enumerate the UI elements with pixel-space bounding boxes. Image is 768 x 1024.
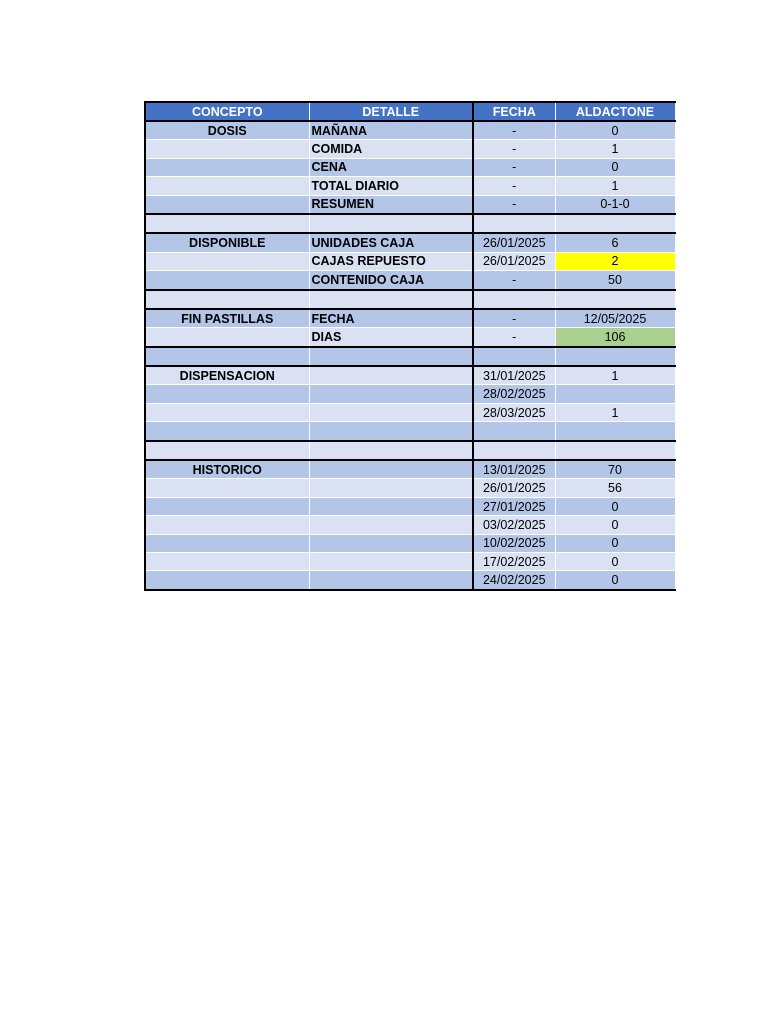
cell-fecha[interactable]: -: [473, 271, 555, 290]
cell-concepto[interactable]: [145, 140, 309, 158]
table-row: [145, 177, 675, 195]
cell-detalle[interactable]: DIAS: [309, 328, 473, 347]
cell-detalle[interactable]: UNIDADES CAJA: [309, 233, 473, 252]
cell-concepto[interactable]: [145, 177, 309, 195]
header-detalle: DETALLE: [309, 102, 473, 121]
cell-concepto[interactable]: DISPONIBLE: [145, 233, 309, 252]
cell-concepto[interactable]: HISTORICO: [145, 460, 309, 479]
table-row: [145, 479, 675, 497]
table-row: [145, 422, 675, 441]
cell-detalle[interactable]: FECHA: [309, 309, 473, 328]
cell-detalle[interactable]: [309, 497, 473, 515]
cell-concepto[interactable]: DOSIS: [145, 121, 309, 140]
cell-fecha[interactable]: 26/01/2025: [473, 479, 555, 497]
cell-detalle[interactable]: [309, 403, 473, 421]
cell-detalle[interactable]: [309, 214, 473, 233]
cell-detalle[interactable]: [309, 441, 473, 460]
header-fecha: FECHA: [473, 102, 555, 121]
cell-fecha[interactable]: [473, 347, 555, 366]
cell-aldactone[interactable]: [555, 290, 675, 309]
table-row: [145, 403, 675, 421]
cell-aldactone[interactable]: [555, 422, 675, 441]
table-row: [145, 328, 675, 347]
table-row: [145, 385, 675, 403]
cell-detalle[interactable]: CONTENIDO CAJA: [309, 271, 473, 290]
cell-detalle[interactable]: MAÑANA: [309, 121, 473, 140]
cell-aldactone[interactable]: 0: [555, 497, 675, 515]
cell-aldactone[interactable]: 1: [555, 140, 675, 158]
cell-fecha[interactable]: -: [473, 121, 555, 140]
table-row: [145, 460, 675, 479]
cell-detalle[interactable]: [309, 479, 473, 497]
cell-aldactone[interactable]: 0: [555, 516, 675, 534]
cell-detalle[interactable]: RESUMEN: [309, 195, 473, 214]
medication-table: [144, 101, 676, 591]
cell-fecha[interactable]: 24/02/2025: [473, 571, 555, 590]
cell-detalle[interactable]: [309, 460, 473, 479]
cell-fecha[interactable]: 26/01/2025: [473, 252, 555, 270]
table-row: [145, 252, 675, 270]
cell-aldactone[interactable]: [555, 441, 675, 460]
cell-concepto[interactable]: [145, 516, 309, 534]
cell-aldactone[interactable]: 70: [555, 460, 675, 479]
header-row: [145, 102, 675, 121]
table-row: [145, 552, 675, 570]
table-row: [145, 290, 675, 309]
table-row: [145, 214, 675, 233]
cell-aldactone[interactable]: [555, 385, 675, 403]
cell-aldactone[interactable]: 50: [555, 271, 675, 290]
cell-fecha[interactable]: 10/02/2025: [473, 534, 555, 552]
table-row: [145, 195, 675, 214]
cell-detalle[interactable]: CAJAS REPUESTO: [309, 252, 473, 270]
cell-concepto[interactable]: [145, 385, 309, 403]
cell-concepto[interactable]: [145, 552, 309, 570]
table-row: [145, 233, 675, 252]
cell-detalle[interactable]: [309, 534, 473, 552]
cell-detalle[interactable]: TOTAL DIARIO: [309, 177, 473, 195]
cell-detalle[interactable]: [309, 290, 473, 309]
cell-aldactone[interactable]: [555, 347, 675, 366]
cell-detalle[interactable]: [309, 366, 473, 385]
table-row: [145, 158, 675, 176]
table-row: [145, 571, 675, 590]
cell-detalle[interactable]: [309, 552, 473, 570]
cell-concepto[interactable]: FIN PASTILLAS: [145, 309, 309, 328]
cell-concepto[interactable]: [145, 571, 309, 590]
cell-detalle[interactable]: CENA: [309, 158, 473, 176]
cell-fecha[interactable]: [473, 214, 555, 233]
cell-concepto[interactable]: [145, 479, 309, 497]
cell-fecha[interactable]: [473, 422, 555, 441]
cell-concepto[interactable]: [145, 441, 309, 460]
cell-fecha[interactable]: 31/01/2025: [473, 366, 555, 385]
cell-fecha[interactable]: 28/02/2025: [473, 385, 555, 403]
cell-aldactone[interactable]: 0-1-0: [555, 195, 675, 214]
cell-aldactone[interactable]: 0: [555, 552, 675, 570]
cell-fecha[interactable]: 27/01/2025: [473, 497, 555, 515]
table-body: [145, 121, 675, 590]
table-row: [145, 534, 675, 552]
header-aldactone: ALDACTONE: [555, 102, 675, 121]
cell-aldactone[interactable]: 6: [555, 233, 675, 252]
table-row: [145, 516, 675, 534]
cell-concepto[interactable]: [145, 328, 309, 347]
cell-fecha[interactable]: 13/01/2025: [473, 460, 555, 479]
cell-aldactone[interactable]: 12/05/2025: [555, 309, 675, 328]
table-row: [145, 497, 675, 515]
cell-detalle[interactable]: [309, 347, 473, 366]
cell-aldactone[interactable]: 0: [555, 121, 675, 140]
cell-fecha[interactable]: -: [473, 328, 555, 347]
cell-fecha[interactable]: [473, 290, 555, 309]
cell-concepto[interactable]: [145, 195, 309, 214]
cell-concepto[interactable]: [145, 422, 309, 441]
table-row: [145, 140, 675, 158]
cell-concepto[interactable]: [145, 497, 309, 515]
cell-fecha[interactable]: -: [473, 158, 555, 176]
cell-concepto[interactable]: [145, 347, 309, 366]
cell-fecha[interactable]: [473, 441, 555, 460]
cell-detalle[interactable]: [309, 385, 473, 403]
cell-fecha[interactable]: 03/02/2025: [473, 516, 555, 534]
cell-aldactone[interactable]: [555, 214, 675, 233]
cell-fecha[interactable]: 28/03/2025: [473, 403, 555, 421]
table-row: [145, 441, 675, 460]
cell-detalle[interactable]: [309, 516, 473, 534]
cell-detalle[interactable]: [309, 422, 473, 441]
cell-concepto[interactable]: [145, 290, 309, 309]
cell-detalle[interactable]: [309, 571, 473, 590]
cell-concepto[interactable]: [145, 403, 309, 421]
cell-fecha[interactable]: 26/01/2025: [473, 233, 555, 252]
table-row: [145, 366, 675, 385]
cell-fecha[interactable]: -: [473, 195, 555, 214]
cell-concepto[interactable]: [145, 271, 309, 290]
cell-concepto[interactable]: [145, 252, 309, 270]
cell-aldactone[interactable]: 1: [555, 403, 675, 421]
table-row: [145, 121, 675, 140]
cell-aldactone[interactable]: 106: [555, 328, 675, 347]
cell-aldactone[interactable]: 1: [555, 366, 675, 385]
cell-aldactone[interactable]: 0: [555, 158, 675, 176]
cell-fecha[interactable]: -: [473, 177, 555, 195]
header-concepto: CONCEPTO: [145, 102, 309, 121]
cell-detalle[interactable]: COMIDA: [309, 140, 473, 158]
cell-fecha[interactable]: -: [473, 140, 555, 158]
cell-concepto[interactable]: [145, 214, 309, 233]
cell-fecha[interactable]: 17/02/2025: [473, 552, 555, 570]
cell-concepto[interactable]: [145, 158, 309, 176]
cell-aldactone[interactable]: 56: [555, 479, 675, 497]
cell-concepto[interactable]: [145, 534, 309, 552]
cell-fecha[interactable]: -: [473, 309, 555, 328]
cell-aldactone[interactable]: 2: [555, 252, 675, 270]
cell-concepto[interactable]: DISPENSACION: [145, 366, 309, 385]
table-row: [145, 309, 675, 328]
table-row: [145, 347, 675, 366]
cell-aldactone[interactable]: 1: [555, 177, 675, 195]
table-row: [145, 271, 675, 290]
cell-aldactone[interactable]: 0: [555, 571, 675, 590]
cell-aldactone[interactable]: 0: [555, 534, 675, 552]
